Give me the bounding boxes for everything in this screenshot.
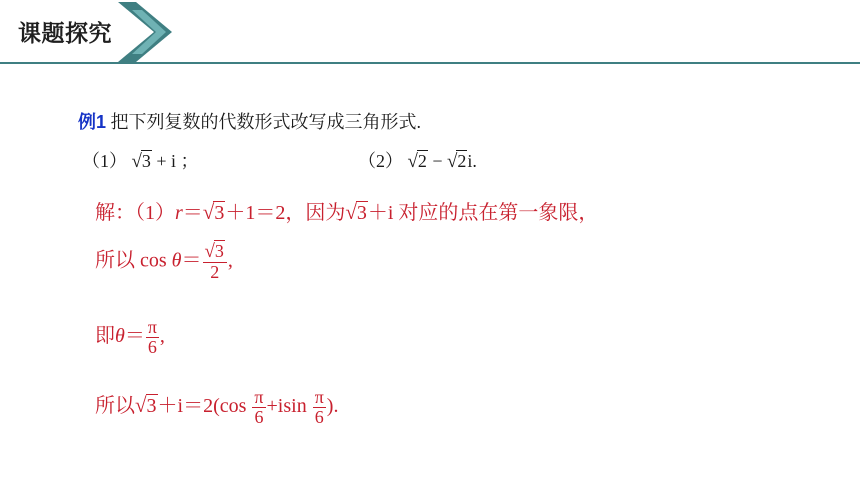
fraction: $\frac{\pi}{6}$ bbox=[254, 387, 264, 427]
comma: , bbox=[227, 249, 233, 272]
solution-text: 即 bbox=[95, 324, 115, 347]
example-part-2 bbox=[358, 147, 477, 173]
part1-rest: + i ； bbox=[151, 151, 199, 171]
solution-text: 所以 bbox=[95, 394, 135, 417]
sqrt-expression: √3 bbox=[131, 151, 151, 172]
solution-text: +isin bbox=[266, 394, 312, 417]
fraction: $\frac{√3}{2}$ bbox=[203, 242, 227, 282]
fraction: $\frac{\pi}{6}$ bbox=[314, 387, 324, 427]
sqrt-expression: √3 bbox=[135, 392, 157, 417]
variable-r: r bbox=[175, 202, 183, 224]
solution-text: ＋i 对应的点在第一象限， bbox=[367, 202, 599, 224]
sqrt-expression: √2 bbox=[407, 151, 427, 172]
part1-label: （1） bbox=[82, 151, 127, 171]
example-instruction: 把下列复数的代数形式改写成三角形式. bbox=[110, 112, 422, 132]
solution-text: ). bbox=[326, 394, 339, 417]
sqrt-expression: √3 bbox=[345, 200, 367, 224]
equals-sign: ＝ bbox=[124, 324, 145, 347]
equals-sign: ＝ bbox=[182, 202, 203, 224]
example-heading bbox=[78, 108, 421, 134]
solution-text: ＋1＝2，因为 bbox=[225, 202, 346, 224]
example-part-1 bbox=[82, 147, 199, 173]
solution-text: 所以 cos bbox=[95, 249, 172, 272]
variable-theta: θ bbox=[171, 249, 182, 272]
header-divider bbox=[0, 62, 860, 64]
equals-sign: ＝ bbox=[181, 249, 202, 272]
solution-text: ＋i＝2(cos bbox=[157, 394, 252, 417]
comma: , bbox=[159, 324, 165, 347]
sqrt-expression: √2 bbox=[447, 151, 467, 172]
solution-line-1 bbox=[95, 196, 598, 225]
page-title: 课题探究 bbox=[18, 21, 112, 47]
minus-sign: − bbox=[427, 151, 448, 171]
variable-theta: θ bbox=[115, 324, 125, 347]
solution-line-2 bbox=[95, 242, 233, 282]
fraction: $\frac{\pi}{6}$ bbox=[147, 317, 157, 357]
part2-tail: i. bbox=[467, 151, 477, 171]
solution-prefix: 解：（1） bbox=[95, 202, 175, 224]
solution-line-4 bbox=[95, 388, 338, 427]
part2-label: （2） bbox=[358, 151, 403, 171]
sqrt-expression: √3 bbox=[202, 200, 225, 224]
example-label: 例1 bbox=[78, 112, 107, 132]
solution-line-3 bbox=[95, 318, 165, 357]
